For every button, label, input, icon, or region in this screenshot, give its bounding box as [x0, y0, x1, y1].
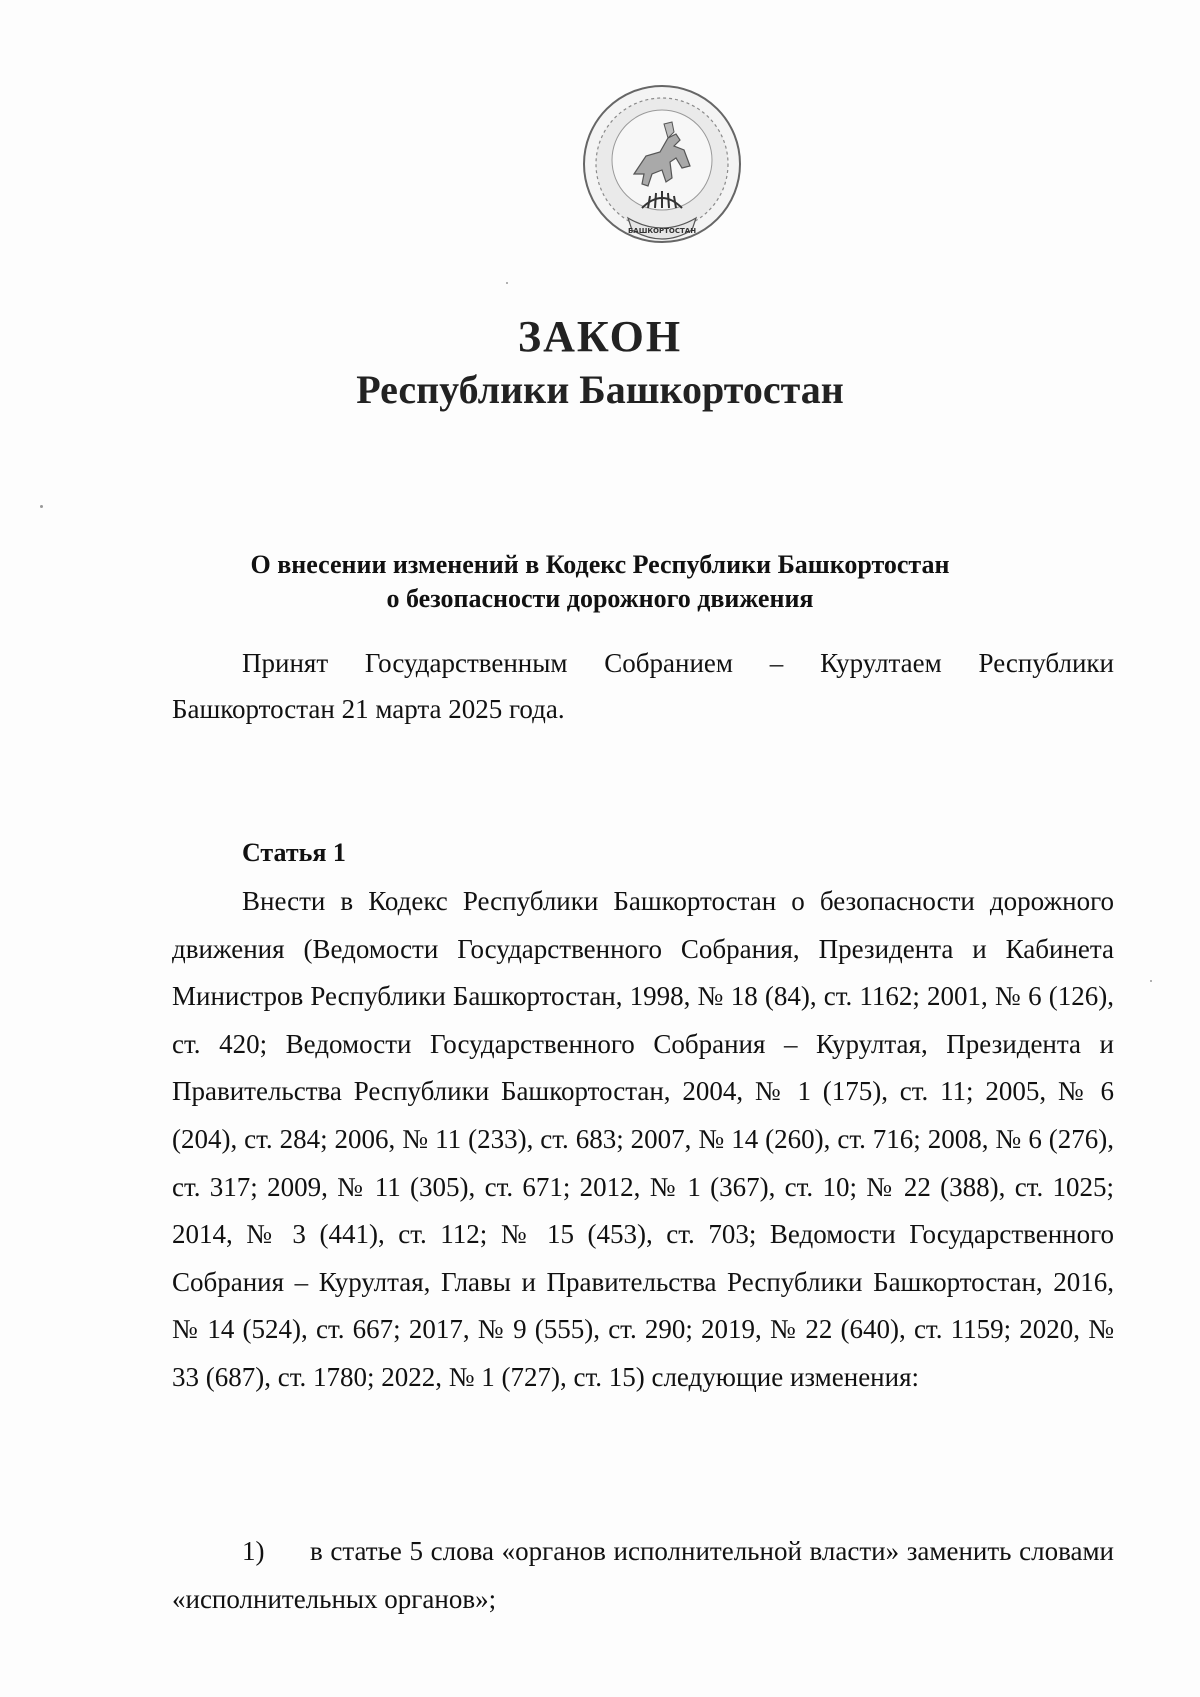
emblem-ribbon-text: БАШКОРТОСТАН — [627, 227, 697, 235]
law-title: ЗАКОН — [517, 312, 683, 361]
law-title-block — [0, 310, 1200, 416]
subject-line-2: о безопасности дорожного движения — [386, 584, 814, 613]
subject-line-1: О внесении изменений в Кодекс Республики Башкортостан — [250, 550, 950, 579]
article-paragraph: Внести в Кодекс Республики Башкортостан о безопасности дорожного движения (Ведомости Государственного Собрания, Президента и Кабинета Министров Республики Башкортостан, 1998, № 18 (84), ст. 1162; 2001, № 6 (126), ст. 420; Ведомости Государственного Собрания – Курултая, Президента и Правительства Республики Башкортостан, 2004, № 1 (175), ст. 11; 2005, № 6 (204), ст. 284; 2006, № 11 (233), ст. 683; 2007, № 14 (260), ст. 716; 2008, № 6 (276), ст. 317; 2009, № 11 (305), ст. 671; 2012, № 1 (367), ст. 10; № 22 (388), ст. 1025; 2014, № 3 (441), ст. 112; № 15 (453), ст. 703; Ведомости Государственного Собрания – Курултая, Главы и Правительства Республики Башкортостан, 2016, № 14 (524), ст. 667; 2017, № 9 (555), ст. 290; 2019, № 22 (640), ст. 1159; 2020, № 33 (687), ст. 1780; 2022, № 1 (727), ст. 15) следующие изменения: — [172, 886, 1114, 1392]
list-item-number: 1) — [242, 1536, 265, 1566]
law-subtitle: Республики Башкортостан — [356, 367, 844, 412]
coat-of-arms-icon — [572, 78, 752, 258]
adoption-statement — [172, 640, 1114, 732]
adoption-text: Принят Государственным Собранием – Курултаем Республики Башкортостан 21 марта 2025 года. — [172, 648, 1114, 724]
list-item — [172, 1528, 1114, 1623]
article-body — [172, 878, 1114, 1402]
scan-speck — [1150, 980, 1152, 982]
scan-speck — [40, 505, 43, 508]
law-subject — [150, 548, 1050, 616]
scan-speck — [506, 282, 508, 284]
article-title: Статья 1 — [242, 838, 346, 867]
list-item-text: в статье 5 слова «органов исполнительной власти» заменить словами «исполнительных органов»; — [172, 1536, 1114, 1614]
